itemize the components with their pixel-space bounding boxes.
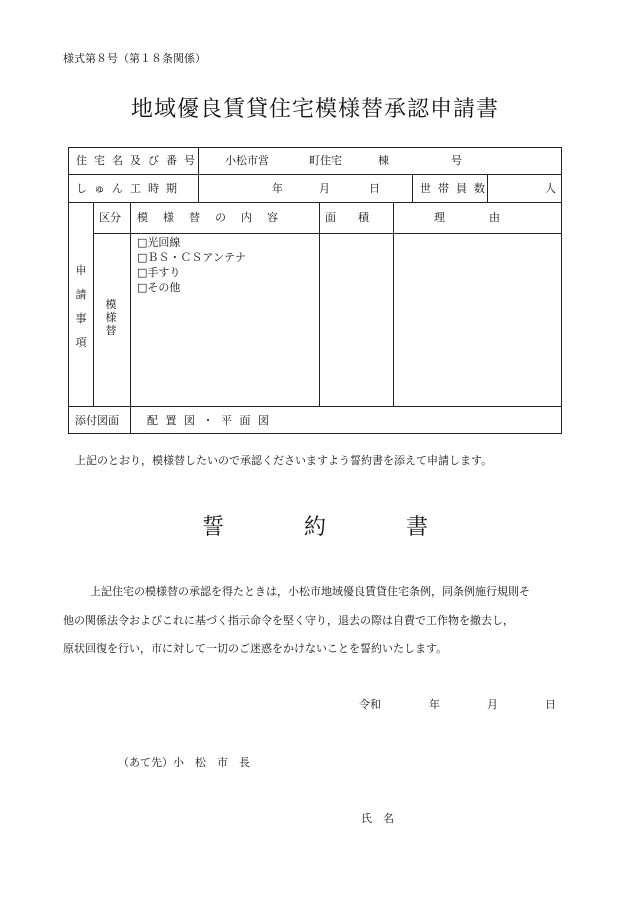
date-year: 年 bbox=[429, 698, 440, 711]
attachment-label: 添付図面 bbox=[75, 414, 119, 427]
col-divider bbox=[319, 202, 320, 406]
date-day: 日 bbox=[545, 698, 556, 711]
category-header: 区分 bbox=[99, 211, 121, 224]
row-divider bbox=[93, 233, 562, 234]
pledge-title-char: 誓 bbox=[201, 515, 224, 540]
area-header: 面 積 bbox=[325, 211, 369, 224]
row-divider bbox=[68, 406, 562, 407]
pledge-line: 他の関係法令およびこれに基づく指示命令を堅く守り，退去の際は自費で工作物を撤去し， bbox=[63, 613, 514, 627]
application-items-label bbox=[74, 265, 88, 361]
pledge-line: 上記住宅の模様替の承認を得たときは，小松市地域優良賃貸住宅条例，同条例施行規則そ bbox=[90, 585, 530, 598]
content-header: 模様替の内容 bbox=[137, 211, 293, 224]
household-count-label: 世帯員数 bbox=[420, 182, 492, 195]
household-unit: 人 bbox=[545, 182, 556, 195]
month-unit: 月 bbox=[319, 182, 330, 195]
year-unit: 年 bbox=[272, 182, 283, 195]
vertical-char: 替 bbox=[105, 324, 117, 337]
day-unit: 日 bbox=[369, 182, 380, 195]
pledge-title-char: 約 bbox=[303, 515, 326, 540]
application-note: 上記のとおり，模様替したいので承認くださいますよう誓約書を添えて申請します。 bbox=[75, 454, 493, 467]
row-divider bbox=[68, 202, 562, 203]
addressee: （あて先）小 松 市 長 bbox=[118, 756, 250, 769]
col-divider bbox=[393, 202, 394, 406]
vertical-char: 様 bbox=[105, 311, 117, 324]
option-other-checkbox[interactable]: □その他 bbox=[137, 281, 181, 294]
completion-date-label: しゅん工時期 bbox=[76, 182, 184, 195]
option-handrail-checkbox[interactable]: □手すり bbox=[137, 266, 181, 279]
city-name: 小松市営 bbox=[225, 154, 269, 167]
date-month: 月 bbox=[487, 698, 498, 711]
page-title: 地域優良賃貸住宅模様替承認申請書 bbox=[130, 97, 499, 122]
town-housing-suffix: 町住宅 bbox=[309, 154, 342, 167]
building-unit: 棟 bbox=[378, 154, 389, 167]
pledge-line: 原状回復を行い，市に対して一切のご迷惑をかけないことを誓約いたします。 bbox=[63, 642, 448, 655]
vertical-char: 模 bbox=[105, 298, 117, 311]
option-fiber-checkbox[interactable]: □光回線 bbox=[137, 236, 181, 249]
pledge-body bbox=[63, 578, 568, 664]
vertical-char: 申 bbox=[75, 264, 87, 277]
form-number: 様式第８号（第１８条関係） bbox=[63, 52, 206, 65]
vertical-char: 請 bbox=[75, 288, 87, 301]
col-divider bbox=[93, 202, 94, 406]
housing-name-label: 住宅名及び番号 bbox=[76, 154, 202, 167]
category-value bbox=[104, 299, 118, 338]
vertical-char: 項 bbox=[75, 336, 87, 349]
col-divider bbox=[412, 174, 413, 202]
reason-header: 理 由 bbox=[434, 211, 500, 224]
attachment-value: 配 置 図 ・ 平 面 図 bbox=[147, 414, 271, 427]
col-divider bbox=[130, 406, 131, 434]
date-era: 令和 bbox=[359, 698, 381, 711]
option-satellite-antenna-checkbox[interactable]: □ＢＳ・ＣＳアンテナ bbox=[137, 251, 246, 264]
pledge-title bbox=[0, 510, 630, 541]
pledge-title-char: 書 bbox=[405, 515, 428, 540]
room-unit: 号 bbox=[451, 154, 462, 167]
vertical-char: 事 bbox=[75, 312, 87, 325]
col-divider bbox=[130, 202, 131, 406]
signature-name-label: 氏 名 bbox=[361, 812, 394, 825]
